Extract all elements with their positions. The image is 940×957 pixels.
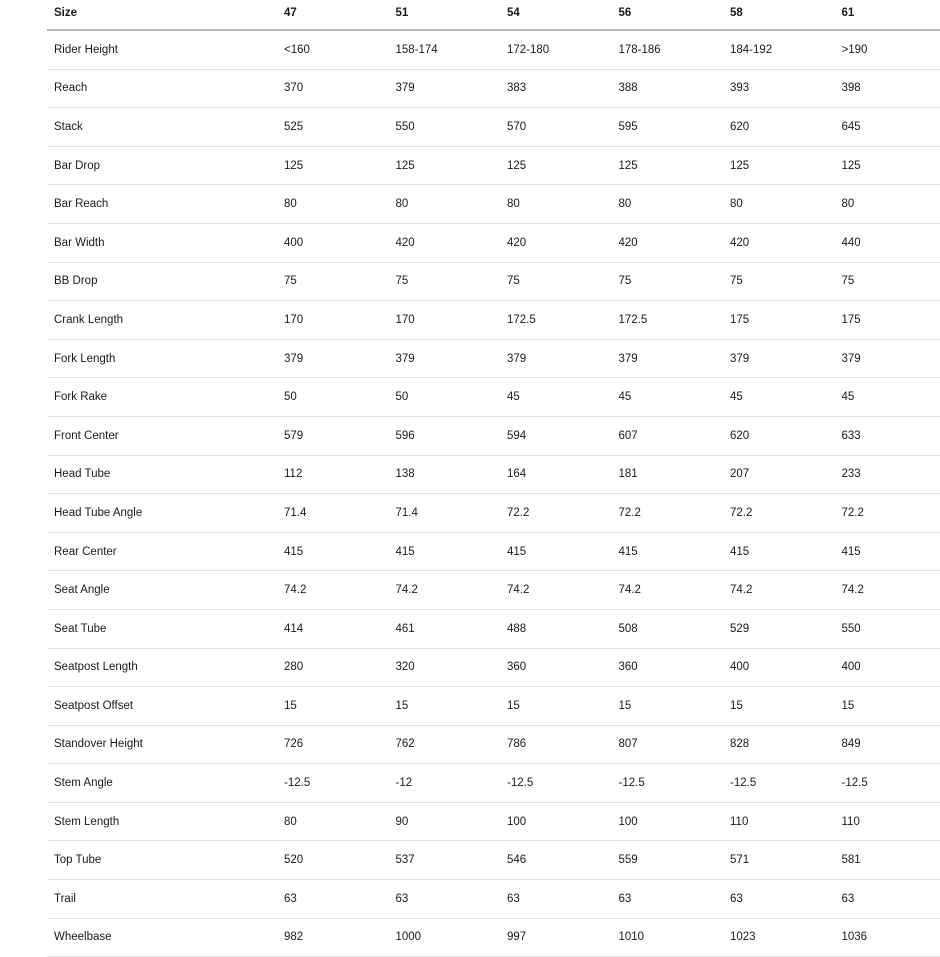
size-header: 54 (506, 0, 618, 30)
table-row (47, 532, 940, 571)
cell-value: 50 (395, 378, 507, 417)
table-row (47, 802, 940, 841)
row-label: Bar Drop (47, 146, 283, 185)
cell-value: 581 (841, 841, 940, 880)
cell-value: 172.5 (506, 301, 618, 340)
cell-value: 579 (283, 416, 395, 455)
cell-value: 75 (395, 262, 507, 301)
table-row (47, 609, 940, 648)
cell-value: 398 (841, 69, 940, 108)
cell-value: -12.5 (729, 764, 841, 803)
row-label: Head Tube Angle (47, 494, 283, 533)
cell-value: 828 (729, 725, 841, 764)
table-row (47, 880, 940, 919)
cell-value: 420 (395, 223, 507, 262)
cell-value: 571 (729, 841, 841, 880)
cell-value: 415 (395, 532, 507, 571)
cell-value: 379 (729, 339, 841, 378)
cell-value: 125 (395, 146, 507, 185)
cell-value: 383 (506, 69, 618, 108)
cell-value: 15 (395, 687, 507, 726)
size-header: 47 (283, 0, 395, 30)
table-row (47, 416, 940, 455)
cell-value: 620 (729, 108, 841, 147)
cell-value: 15 (506, 687, 618, 726)
cell-value: 45 (841, 378, 940, 417)
cell-value: 415 (841, 532, 940, 571)
row-label: Fork Length (47, 339, 283, 378)
cell-value: 172-180 (506, 30, 618, 69)
cell-value: 80 (395, 185, 507, 224)
table-row (47, 262, 940, 301)
cell-value: 400 (729, 648, 841, 687)
cell-value: 550 (395, 108, 507, 147)
cell-value: 100 (618, 802, 730, 841)
header-label: Size (47, 0, 283, 30)
cell-value: 461 (395, 609, 507, 648)
row-label: Bar Width (47, 223, 283, 262)
cell-value: 529 (729, 609, 841, 648)
table-row (47, 764, 940, 803)
cell-value: 63 (395, 880, 507, 919)
cell-value: 71.4 (395, 494, 507, 533)
row-label: Seat Tube (47, 609, 283, 648)
cell-value: 125 (729, 146, 841, 185)
cell-value: 164 (506, 455, 618, 494)
row-label: Stack (47, 108, 283, 147)
cell-value: 379 (841, 339, 940, 378)
cell-value: 379 (283, 339, 395, 378)
table-row (47, 725, 940, 764)
cell-value: 178-186 (618, 30, 730, 69)
cell-value: 175 (729, 301, 841, 340)
cell-value: 63 (841, 880, 940, 919)
cell-value: 1010 (618, 918, 730, 957)
size-header: 51 (395, 0, 507, 30)
cell-value: 607 (618, 416, 730, 455)
cell-value: 170 (395, 301, 507, 340)
cell-value: 15 (618, 687, 730, 726)
cell-value: 570 (506, 108, 618, 147)
cell-value: 72.2 (618, 494, 730, 533)
cell-value: 370 (283, 69, 395, 108)
cell-value: -12.5 (506, 764, 618, 803)
cell-value: 75 (841, 262, 940, 301)
cell-value: 280 (283, 648, 395, 687)
cell-value: 415 (506, 532, 618, 571)
cell-value: 379 (395, 69, 507, 108)
cell-value: 520 (283, 841, 395, 880)
cell-value: 15 (283, 687, 395, 726)
table-row (47, 494, 940, 533)
cell-value: 80 (506, 185, 618, 224)
cell-value: 80 (618, 185, 730, 224)
cell-value: 982 (283, 918, 395, 957)
row-label: Seatpost Length (47, 648, 283, 687)
cell-value: 63 (506, 880, 618, 919)
row-label: Rear Center (47, 532, 283, 571)
cell-value: 63 (729, 880, 841, 919)
row-label: Stem Length (47, 802, 283, 841)
cell-value: 997 (506, 918, 618, 957)
cell-value: -12 (395, 764, 507, 803)
table-row (47, 687, 940, 726)
cell-value: >190 (841, 30, 940, 69)
cell-value: 525 (283, 108, 395, 147)
row-label: Wheelbase (47, 918, 283, 957)
row-label: Top Tube (47, 841, 283, 880)
cell-value: 508 (618, 609, 730, 648)
cell-value: 74.2 (283, 571, 395, 610)
cell-value: 181 (618, 455, 730, 494)
table-header (47, 0, 940, 30)
cell-value: 415 (729, 532, 841, 571)
cell-value: 400 (283, 223, 395, 262)
header-row (47, 0, 940, 30)
cell-value: 72.2 (506, 494, 618, 533)
table-row (47, 185, 940, 224)
cell-value: 594 (506, 416, 618, 455)
cell-value: 233 (841, 455, 940, 494)
cell-value: 360 (506, 648, 618, 687)
cell-value: 74.2 (618, 571, 730, 610)
cell-value: 80 (841, 185, 940, 224)
cell-value: 15 (841, 687, 940, 726)
cell-value: 1023 (729, 918, 841, 957)
row-label: Reach (47, 69, 283, 108)
cell-value: 595 (618, 108, 730, 147)
size-header: 56 (618, 0, 730, 30)
cell-value: 415 (283, 532, 395, 571)
cell-value: 100 (506, 802, 618, 841)
row-label: BB Drop (47, 262, 283, 301)
geometry-table (47, 0, 940, 957)
cell-value: 1000 (395, 918, 507, 957)
cell-value: 80 (283, 802, 395, 841)
table-row (47, 223, 940, 262)
table-row (47, 69, 940, 108)
row-label: Head Tube (47, 455, 283, 494)
table-row (47, 108, 940, 147)
cell-value: 125 (618, 146, 730, 185)
cell-value: 15 (729, 687, 841, 726)
cell-value: 80 (283, 185, 395, 224)
cell-value: 388 (618, 69, 730, 108)
cell-value: 546 (506, 841, 618, 880)
cell-value: -12.5 (841, 764, 940, 803)
cell-value: 440 (841, 223, 940, 262)
table-row (47, 378, 940, 417)
cell-value: 74.2 (729, 571, 841, 610)
cell-value: 420 (618, 223, 730, 262)
row-label: Trail (47, 880, 283, 919)
cell-value: 75 (283, 262, 395, 301)
row-label: Rider Height (47, 30, 283, 69)
cell-value: 360 (618, 648, 730, 687)
cell-value: 45 (618, 378, 730, 417)
cell-value: 125 (283, 146, 395, 185)
cell-value: 379 (395, 339, 507, 378)
cell-value: 420 (506, 223, 618, 262)
cell-value: 45 (729, 378, 841, 417)
cell-value: 125 (506, 146, 618, 185)
table-body (47, 30, 940, 957)
cell-value: 74.2 (395, 571, 507, 610)
cell-value: 207 (729, 455, 841, 494)
cell-value: 379 (506, 339, 618, 378)
table-row (47, 30, 940, 69)
table-row (47, 146, 940, 185)
row-label: Standover Height (47, 725, 283, 764)
cell-value: 633 (841, 416, 940, 455)
cell-value: 537 (395, 841, 507, 880)
row-label: Bar Reach (47, 185, 283, 224)
cell-value: 786 (506, 725, 618, 764)
table-row (47, 301, 940, 340)
cell-value: 762 (395, 725, 507, 764)
cell-value: 72.2 (729, 494, 841, 533)
cell-value: 620 (729, 416, 841, 455)
size-header: 58 (729, 0, 841, 30)
row-label: Seatpost Offset (47, 687, 283, 726)
cell-value: 379 (618, 339, 730, 378)
row-label: Seat Angle (47, 571, 283, 610)
row-label: Crank Length (47, 301, 283, 340)
cell-value: 71.4 (283, 494, 395, 533)
cell-value: 63 (283, 880, 395, 919)
table-row (47, 918, 940, 957)
row-label: Front Center (47, 416, 283, 455)
cell-value: <160 (283, 30, 395, 69)
cell-value: 170 (283, 301, 395, 340)
cell-value: 1036 (841, 918, 940, 957)
cell-value: 50 (283, 378, 395, 417)
table-row (47, 841, 940, 880)
cell-value: 90 (395, 802, 507, 841)
cell-value: 112 (283, 455, 395, 494)
cell-value: 596 (395, 416, 507, 455)
cell-value: 393 (729, 69, 841, 108)
cell-value: 172.5 (618, 301, 730, 340)
cell-value: 320 (395, 648, 507, 687)
cell-value: 184-192 (729, 30, 841, 69)
cell-value: 420 (729, 223, 841, 262)
cell-value: 125 (841, 146, 940, 185)
cell-value: 807 (618, 725, 730, 764)
cell-value: 75 (506, 262, 618, 301)
size-header: 61 (841, 0, 940, 30)
table-row (47, 648, 940, 687)
cell-value: 80 (729, 185, 841, 224)
cell-value: 849 (841, 725, 940, 764)
cell-value: 158-174 (395, 30, 507, 69)
cell-value: 110 (729, 802, 841, 841)
cell-value: 400 (841, 648, 940, 687)
table-row (47, 339, 940, 378)
row-label: Stem Angle (47, 764, 283, 803)
cell-value: 63 (618, 880, 730, 919)
cell-value: 75 (729, 262, 841, 301)
table-row (47, 571, 940, 610)
row-label: Fork Rake (47, 378, 283, 417)
cell-value: 175 (841, 301, 940, 340)
cell-value: -12.5 (618, 764, 730, 803)
cell-value: 45 (506, 378, 618, 417)
cell-value: 414 (283, 609, 395, 648)
cell-value: 488 (506, 609, 618, 648)
cell-value: 415 (618, 532, 730, 571)
cell-value: 550 (841, 609, 940, 648)
table-row (47, 455, 940, 494)
cell-value: -12.5 (283, 764, 395, 803)
cell-value: 110 (841, 802, 940, 841)
cell-value: 72.2 (841, 494, 940, 533)
cell-value: 726 (283, 725, 395, 764)
cell-value: 75 (618, 262, 730, 301)
cell-value: 645 (841, 108, 940, 147)
cell-value: 74.2 (506, 571, 618, 610)
cell-value: 559 (618, 841, 730, 880)
cell-value: 74.2 (841, 571, 940, 610)
cell-value: 138 (395, 455, 507, 494)
